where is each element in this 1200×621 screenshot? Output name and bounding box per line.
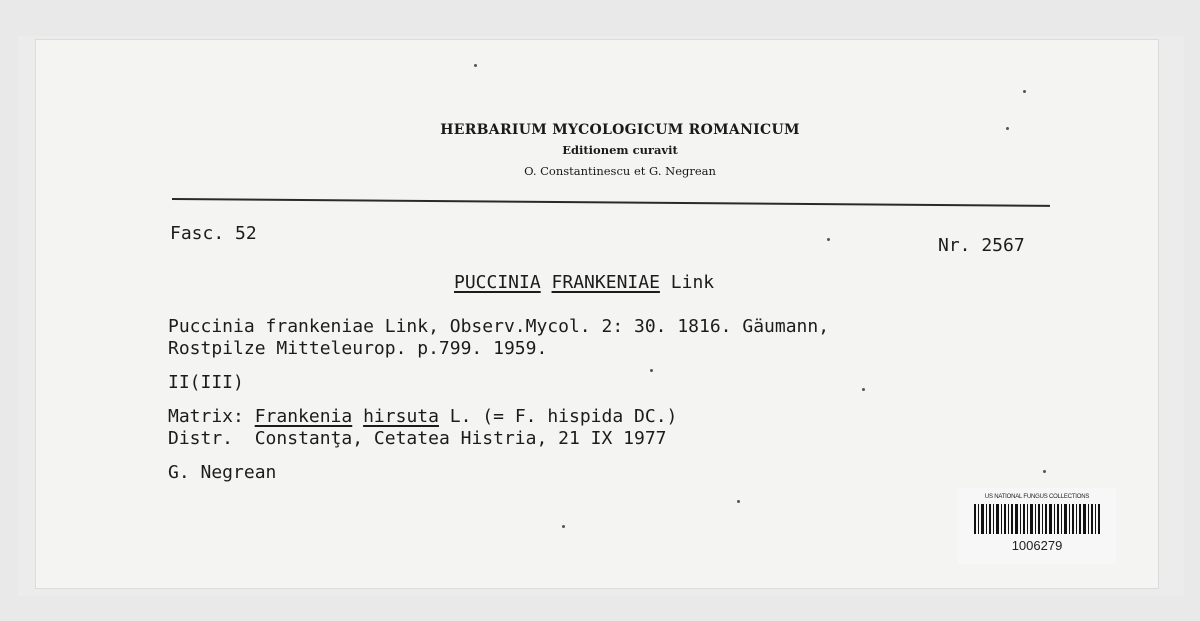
paper-speck (562, 525, 565, 528)
spore-stage: II(III) (168, 372, 244, 393)
distr-label: Distr. (168, 428, 234, 449)
barcode-number: 1006279 (1011, 538, 1063, 553)
species-author: Link (670, 272, 715, 293)
herbarium-title: HERBARIUM MYCOLOGICUM ROMANICUM (440, 122, 800, 138)
label-header (0, 120, 1200, 182)
paper-speck (862, 388, 865, 391)
barcode-institution: US NATIONAL FUNGUS COLLECTIONS (984, 494, 1090, 500)
citation-line-2: Rostpilze Mitteleurop. p.799. 1959. (168, 338, 548, 359)
species-title (454, 272, 714, 294)
paper-speck (1006, 127, 1009, 130)
paper-speck (827, 238, 830, 241)
species-genus: PUCCINIA (454, 272, 541, 293)
host-epithet: hirsuta (363, 406, 439, 427)
species-epithet: FRANKENIAE (551, 272, 660, 293)
exsiccata-number: Nr. 2567 (938, 235, 1025, 256)
fascicle-number: Fasc. 52 (170, 223, 257, 244)
paper-speck (1043, 470, 1046, 473)
editor-names: O. Constantinescu et G. Negrean (524, 164, 716, 178)
paper-speck (650, 369, 653, 372)
editor-subtitle: Editionem curavit (562, 143, 678, 157)
distribution-line (168, 428, 667, 450)
barcode-bars (974, 504, 1100, 534)
host-genus: Frankenia (254, 406, 353, 427)
matrix-line (168, 406, 677, 428)
paper-speck (1023, 90, 1026, 93)
paper-speck (474, 64, 477, 67)
host-synonym: L. (= F. hispida DC.) (449, 406, 678, 427)
collector: G. Negrean (168, 462, 277, 483)
paper-speck (737, 500, 740, 503)
barcode-sticker (958, 488, 1116, 564)
citation-line-1: Puccinia frankeniae Link, Observ.Mycol. 2: 30. 1816. Gäumann, (168, 316, 830, 337)
matrix-label: Matrix: (168, 406, 244, 427)
distr-locality: Constanţa, Cetatea Histria, 21 IX 1977 (254, 428, 667, 449)
